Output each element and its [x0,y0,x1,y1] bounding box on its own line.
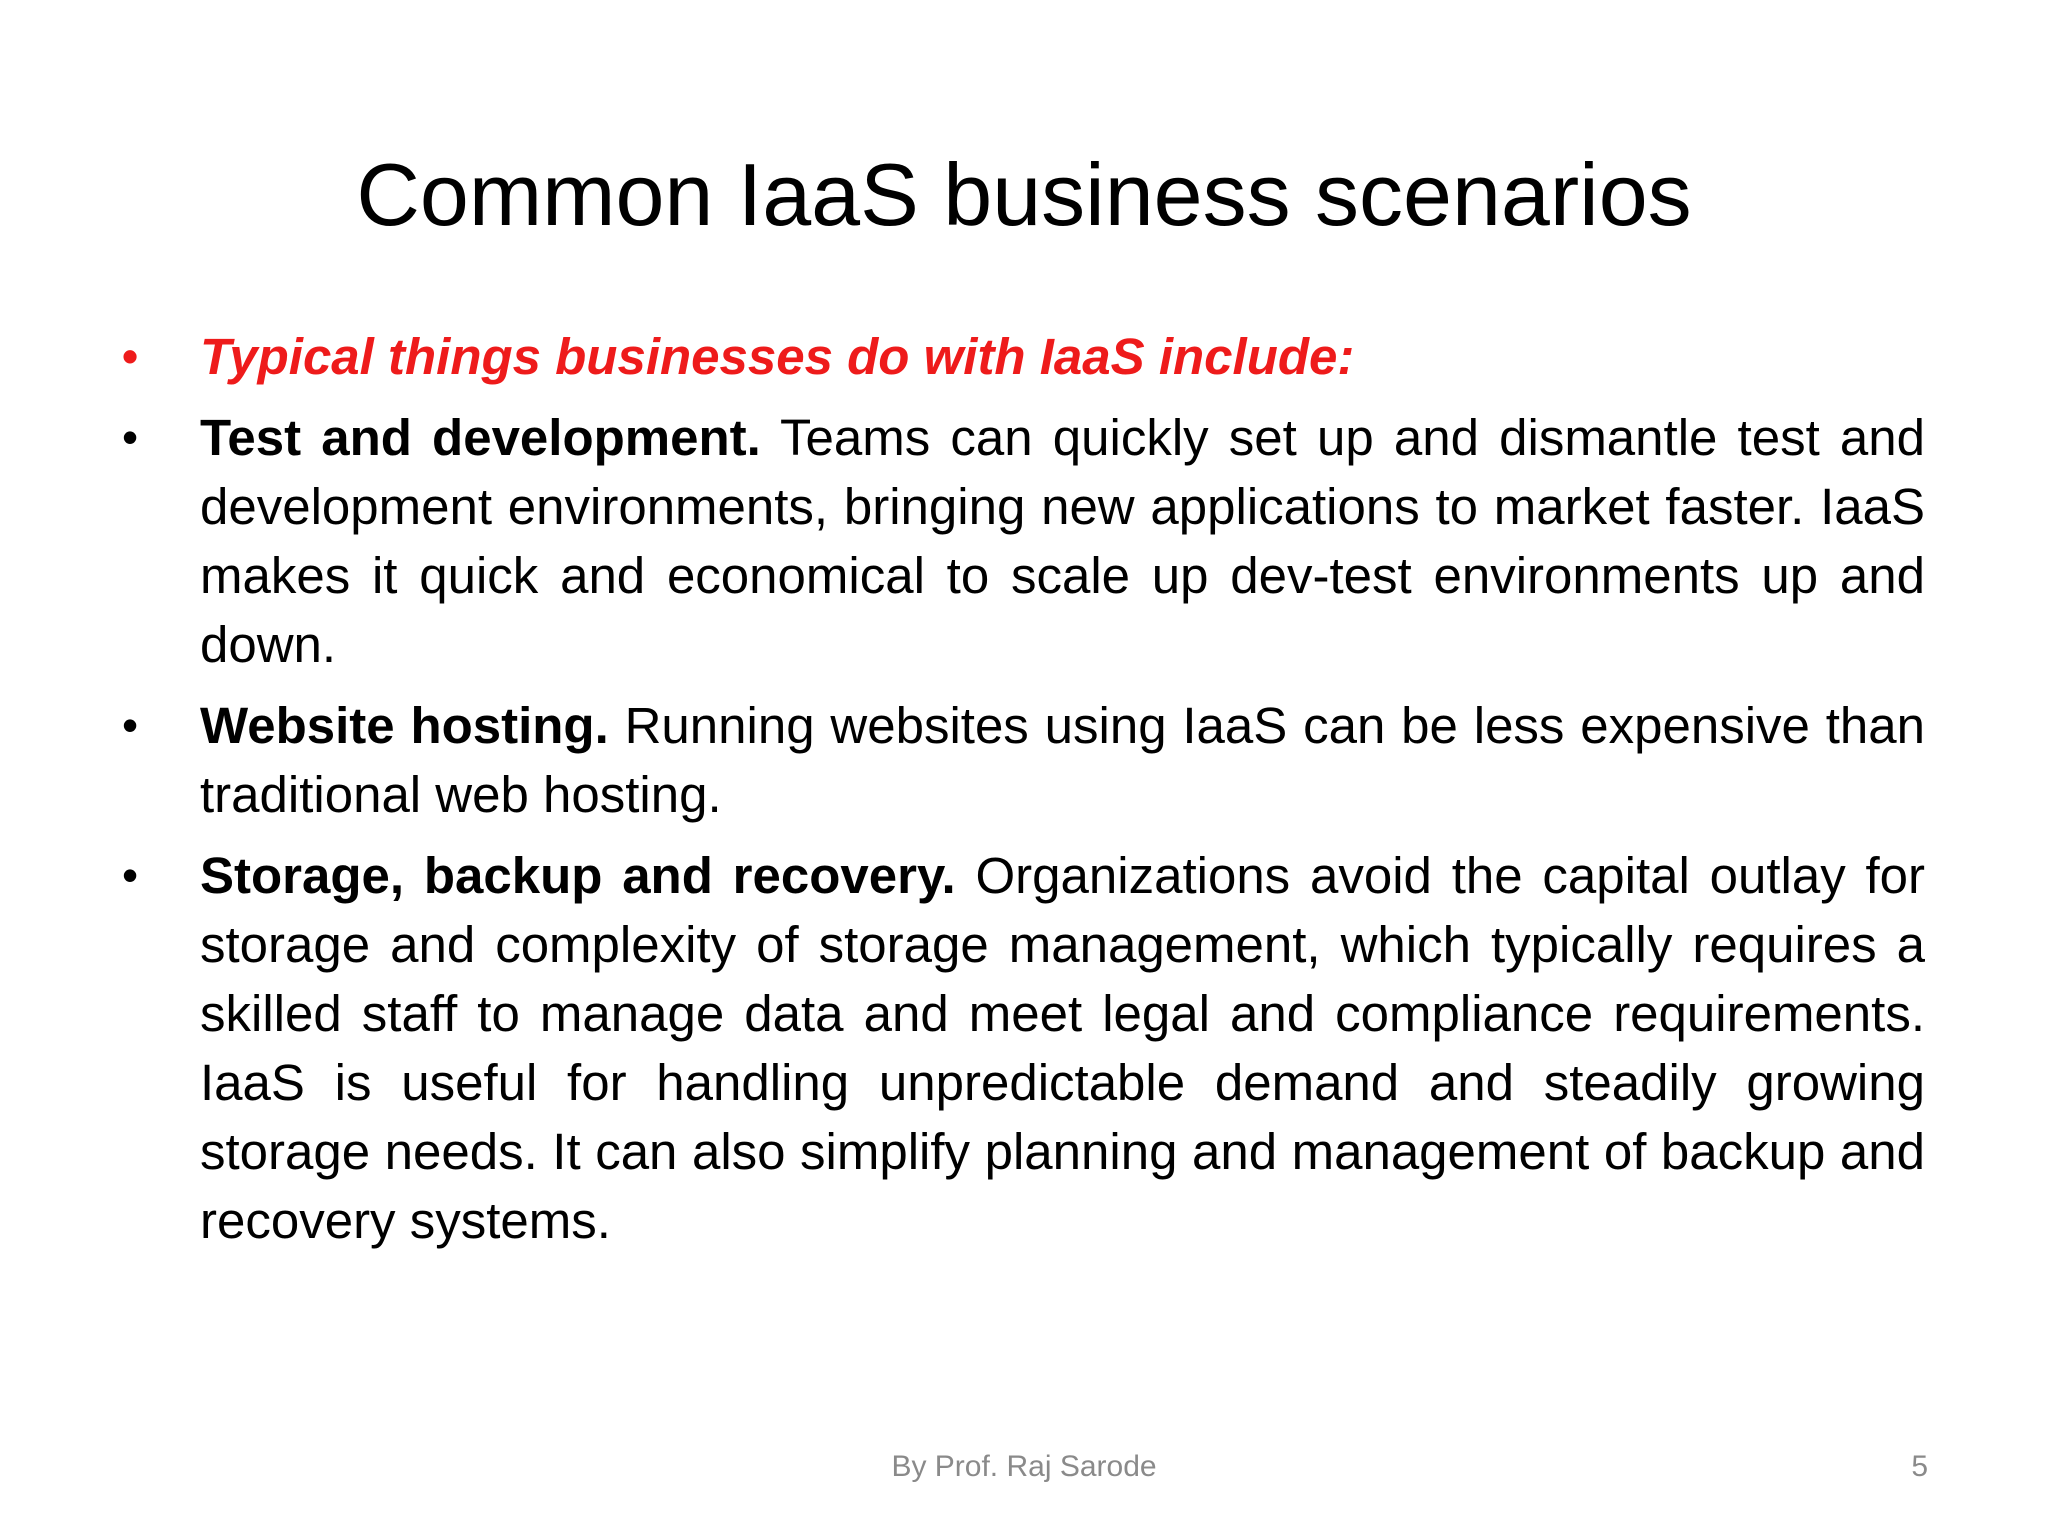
bullet-lead: Storage, backup and recovery. [200,847,956,904]
bullet-text: Organizations avoid the capital outlay for storage and complexity of storage management, which typically requires a skilled staff to manage data and meet legal and compliance requirements. IaaS is useful for handling unpredictable demand and steadily growing storage needs. It can also simplify planning and management of backup and recovery systems. [200,847,1926,1249]
bullet-test-development [122,403,1925,679]
bullet-text: Running websites using IaaS can be less expensive than traditional web hosting. [200,697,1925,823]
bullet-list [122,322,1926,1267]
page-number: 5 [1911,1450,1928,1483]
bullet-website-hosting [122,691,1925,829]
bullet-intro [122,322,1925,391]
bullet-icon: • [122,699,139,751]
intro-text: Typical things businesses do with IaaS include: [200,328,1355,385]
bullet-icon: • [122,330,139,382]
slide-footer: By Prof. Raj Sarode [891,1450,1157,1483]
bullet-lead: Website hosting. [200,697,609,754]
bullet-icon: • [122,849,139,901]
bullet-storage-backup-recovery [122,841,1926,1255]
slide-title: Common IaaS business scenarios [356,145,1692,244]
bullet-lead: Test and development. [200,409,761,466]
bullet-text: Teams can quickly set up and dismantle test and development environments, bringing new applications to market faster. IaaS makes it quick and economical to scale up dev-test environments up and down. [200,409,1925,673]
bullet-icon: • [122,411,139,463]
